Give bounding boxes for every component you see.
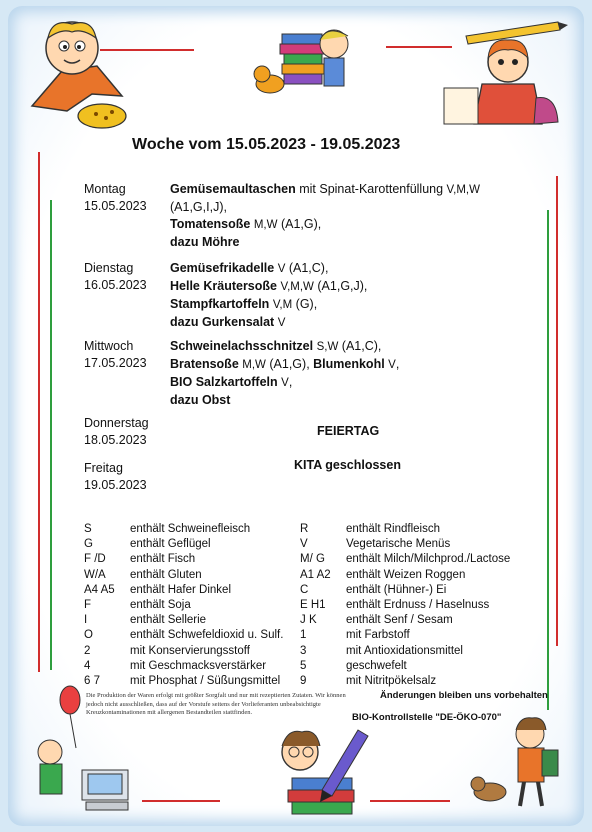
menu-line bbox=[170, 278, 367, 296]
legend-text: enthält Soja bbox=[130, 599, 191, 611]
legend-text: mit Geschmacksverstärker bbox=[130, 659, 267, 672]
changes-note: Änderungen bleiben uns vorbehalten bbox=[380, 690, 548, 701]
legend-text: mit Nitritpökelsalz bbox=[346, 675, 437, 687]
diet-codes: V,M,W bbox=[446, 184, 480, 196]
menu-line bbox=[170, 356, 399, 374]
legend-code: 4 bbox=[84, 659, 91, 672]
day-name: Freitag bbox=[84, 461, 123, 475]
legend-code: E H1 bbox=[300, 599, 326, 611]
divider-bottom-left bbox=[142, 800, 220, 802]
legend-text: enthält Fisch bbox=[130, 553, 196, 566]
child-with-pencil-illustration bbox=[438, 14, 568, 139]
menu-line bbox=[170, 216, 480, 234]
legend-code: 6 7 bbox=[84, 675, 100, 687]
legend-code: M/ G bbox=[300, 553, 325, 566]
legend-code: F bbox=[84, 599, 92, 611]
menu-line bbox=[170, 234, 480, 251]
dish-name: Blumenkohl bbox=[313, 357, 385, 371]
day-date: 17.05.2023 bbox=[84, 356, 147, 370]
legend-text: enthält Rindfleisch bbox=[346, 523, 440, 535]
legend-text: enthält (Hühner-) Ei bbox=[346, 583, 447, 596]
menu-line bbox=[170, 392, 399, 409]
week-title: Woche vom 15.05.2023 - 19.05.2023 bbox=[132, 136, 401, 153]
diet-codes: V,M bbox=[272, 299, 293, 311]
day-label-wednesday bbox=[84, 338, 147, 372]
day-date: 18.05.2023 bbox=[84, 433, 147, 447]
legend-text: mit Farbstoff bbox=[346, 629, 410, 642]
legend-code: A1 A2 bbox=[300, 568, 331, 581]
day-name: Mittwoch bbox=[84, 339, 134, 353]
holiday-note: FEIERTAG bbox=[317, 424, 380, 438]
vertical-rule-right-red bbox=[556, 176, 558, 646]
menu-text: (A1,C), bbox=[285, 261, 329, 275]
legend-text: geschwefelt bbox=[346, 659, 407, 672]
diet-codes: M,W bbox=[253, 219, 278, 231]
legend-code: 9 bbox=[300, 675, 307, 687]
dish-name: dazu Obst bbox=[170, 393, 231, 407]
menu-text: (G), bbox=[292, 297, 318, 311]
legend-code: J K bbox=[300, 614, 317, 627]
legend-code: O bbox=[84, 629, 93, 642]
menu-wednesday bbox=[170, 338, 399, 409]
diet-codes: S,W bbox=[316, 341, 339, 353]
dish-name: Bratensoße bbox=[170, 357, 239, 371]
legend-text: enthält Erdnuss / Haselnuss bbox=[346, 599, 490, 611]
legend-code: F /D bbox=[84, 553, 106, 566]
legend-code: W/A bbox=[84, 568, 106, 581]
legend-code: R bbox=[300, 523, 309, 535]
child-with-dragon-illustration bbox=[22, 16, 132, 131]
menu-text: mit Spinat-Karottenfüllung bbox=[295, 182, 447, 196]
menu-tuesday bbox=[170, 260, 367, 332]
menu-line bbox=[170, 374, 399, 392]
menu-text: (A1,G), bbox=[277, 217, 322, 231]
legend-code: A4 A5 bbox=[84, 583, 115, 596]
child-with-books-and-pen-illustration bbox=[262, 720, 382, 820]
day-date: 16.05.2023 bbox=[84, 278, 147, 292]
day-date: 15.05.2023 bbox=[84, 199, 147, 213]
legend-code: C bbox=[300, 583, 309, 596]
day-date: 19.05.2023 bbox=[84, 478, 147, 492]
legend-text: enthält Gluten bbox=[130, 568, 202, 581]
bio-control-note: BIO-Kontrollstelle "DE-ÖKO-070" bbox=[352, 712, 502, 723]
legend-code: G bbox=[84, 538, 93, 551]
dish-name: Schweinelachsschnitzel bbox=[170, 339, 314, 353]
legend-code: 2 bbox=[84, 644, 91, 657]
legend-text: enthält Senf / Sesam bbox=[346, 614, 453, 627]
day-label-tuesday bbox=[84, 260, 147, 294]
legend-text: mit Antioxidationsmittel bbox=[346, 644, 463, 657]
menu-text: (A1,C), bbox=[338, 339, 382, 353]
legend-text: enthält Schweinefleisch bbox=[130, 523, 251, 535]
dish-name: Stampfkartoffeln bbox=[170, 297, 270, 311]
day-name: Dienstag bbox=[84, 261, 134, 275]
dish-name: dazu Möhre bbox=[170, 235, 240, 249]
day-name: Montag bbox=[84, 182, 126, 196]
children-with-books-illustration bbox=[252, 14, 362, 104]
legend-text: enthält Hafer Dinkel bbox=[130, 583, 231, 596]
legend-text: Vegetarische Menüs bbox=[346, 538, 451, 551]
menu-line bbox=[170, 296, 367, 314]
day-label-thursday bbox=[84, 415, 149, 449]
menu-text: (A1,G), bbox=[265, 357, 314, 371]
legend-text: mit Konservierungsstoff bbox=[130, 644, 250, 657]
day-label-monday bbox=[84, 181, 147, 215]
dish-name: Gemüsefrikadelle bbox=[170, 261, 275, 275]
menu-monday bbox=[170, 181, 480, 251]
legend-code: 5 bbox=[300, 659, 307, 672]
dish-name: Tomatensoße bbox=[170, 217, 251, 231]
diet-codes: V,M,W bbox=[280, 281, 314, 293]
menu-line bbox=[170, 260, 367, 278]
legend-code: S bbox=[84, 523, 92, 535]
closed-note: KITA geschlossen bbox=[294, 458, 401, 472]
menu-line bbox=[170, 314, 367, 332]
legend-code: I bbox=[84, 614, 88, 627]
dish-name: Helle Kräutersoße bbox=[170, 279, 277, 293]
diet-codes: V bbox=[277, 317, 286, 329]
dish-name: Gemüsemaultaschen bbox=[170, 182, 296, 196]
legend-text: mit Phosphat / Süßungsmittel bbox=[130, 675, 281, 687]
menu-text: (A1,G,I,J), bbox=[170, 200, 227, 214]
legend-text: enthält Geflügel bbox=[130, 538, 211, 551]
menu-line bbox=[170, 199, 480, 216]
legend-code: V bbox=[300, 538, 308, 551]
divider-bottom-right bbox=[370, 800, 450, 802]
footnote: Die Produktion der Waren erfolgt mit größter Sorgfalt und nur mit rezeptierten Zutaten. Wir können jedoch nicht ausschließen, dass auf der Vorstufe seitens der Vorlieferanten unbeabsichtigte Kreuzkontaminationen mit allergenen Bestandteilen stattfinden. bbox=[86, 692, 346, 716]
legend-text: enthält Weizen Roggen bbox=[346, 568, 466, 581]
menu-text: , bbox=[288, 375, 293, 389]
vertical-rule-right-green bbox=[547, 210, 549, 710]
vertical-rule-left-green bbox=[50, 200, 52, 670]
day-name: Donnerstag bbox=[84, 416, 149, 430]
menu-line bbox=[170, 338, 399, 356]
menu-text: (A1,G,J), bbox=[313, 279, 368, 293]
diet-codes: V bbox=[388, 359, 396, 371]
legend-code: 1 bbox=[300, 629, 307, 642]
menu-text: , bbox=[395, 357, 400, 371]
dish-name: dazu Gurkensalat bbox=[170, 315, 275, 329]
legend-text: enthält Milch/Milchprod./Lactose bbox=[346, 553, 511, 566]
legend-text: enthält Schwefeldioxid u. Sulf. bbox=[130, 629, 284, 642]
menu-line bbox=[170, 181, 480, 199]
legend-code: 3 bbox=[300, 644, 307, 657]
legend-text: enthält Sellerie bbox=[130, 614, 207, 627]
vertical-rule-left-red bbox=[38, 152, 40, 672]
diet-codes: V bbox=[281, 377, 289, 389]
diet-codes: M,W bbox=[242, 359, 266, 371]
day-label-friday bbox=[84, 460, 147, 494]
dish-name: BIO Salzkartoffeln bbox=[170, 375, 278, 389]
diet-codes: V bbox=[277, 263, 286, 275]
